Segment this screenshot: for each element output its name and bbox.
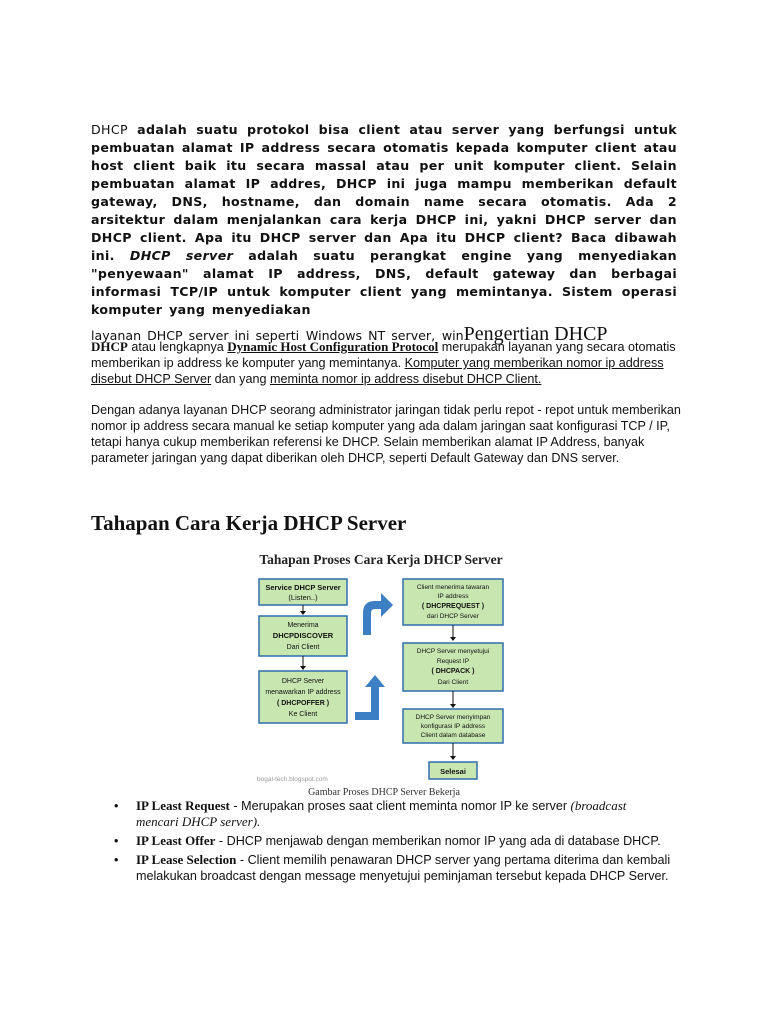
svg-text:DHCPDISCOVER: DHCPDISCOVER [272,631,334,640]
client-definition-link[interactable]: meminta nomor ip address disebut DHCP Client. [270,372,542,386]
intro-block [91,121,677,345]
svg-text:(Listen..): (Listen..) [288,593,318,602]
svg-text:dari DHCP Server: dari DHCP Server [427,613,479,620]
server-definition-link[interactable]: Komputer yang memberikan nomor ip address disebut DHCP Server [91,356,664,386]
section-heading: Tahapan Cara Kerja DHCP Server [91,511,407,535]
box-dhcpdiscover [259,616,347,656]
box-service-listen [259,579,347,605]
bullet-icon: • [114,853,119,867]
definition-paragraph [91,339,691,387]
def-text-2: merupakan layanan yang secara otomatis memberikan ip address ke komputer yang memintanya. [91,340,676,370]
svg-text:Selesai: Selesai [440,767,466,776]
svg-text:Client menerima tawaran: Client menerima tawaran [416,584,490,591]
svg-text:DHCP Server menyimpan: DHCP Server menyimpan [415,714,491,721]
dhcp-term: DHCP [91,339,128,354]
dhcp-server-term: DHCP server [129,248,234,263]
intro-paragraph-1: adalah suatu protokol bisa client atau server yang berfungsi untuk pembuatan alamat IP address secara otomatis kepada komputer client atau host client baik itu secara massal atau per unit komputer client. Selain pembuatan alamat IP addres, DHCP ini juga mampu memberikan default gateway, DNS, hostname, dan domain name secara otomatis. Ada 2 arsitektur dalam menjalankan cara kerja DHCP ini, yakni DHCP server dan DHCP client. Apa itu DHCP server dan Apa itu DHCP client? Baca dibawah ini. [91,122,677,263]
svg-text:menawarkan IP address: menawarkan IP address [265,689,341,696]
intro-last-a: layanan DHCP server ini seperti [91,328,300,343]
box-selesai [429,762,477,779]
list-item: • IP Least Offer - DHCP menjawab dengan memberikan nomor IP yang ada di database DHCP. [114,833,661,848]
svg-text:DHCP Server menyetujui: DHCP Server menyetujui [416,648,490,655]
list-item: • IP Least Request - Merupakan proses saat client meminta nomor IP ke server (broadcast mencari DHCP server). [114,798,627,829]
svg-text:konfigurasi IP address: konfigurasi IP address [420,723,486,730]
intro-last-c: win [441,328,464,343]
list-item: • IP Lease Selection - Client memilih penawaran DHCP server yang pertama diterima dan kembali melakukan broadcast dengan message menyetujui peminjaman tersebut kepada DHCP Server. [114,852,671,883]
intro-paragraph-2: adalah suatu perangkat engine yang menyediakan "penyewaan" alamat IP address, DNS, default gateway dan berbagai informasi TCP/IP untuk komputer client yang memintanya. Sistem operasi komputer yang menyediakan [91,248,677,317]
svg-text:( DHCPOFFER ): ( DHCPOFFER ) [276,700,330,707]
heading-pengertian: Pengertian DHCP [463,323,608,345]
svg-text:Client dalam database: Client dalam database [420,732,486,739]
arrow-up-right-top [363,593,393,635]
svg-text:( DHCPREQUEST ): ( DHCPREQUEST ) [421,603,485,610]
bullet-icon: • [114,834,119,848]
arrow-up-right-bottom [355,675,385,720]
process-step-list [112,798,672,887]
figure-title: Tahapan Proses Cara Kerja DHCP Server [259,552,503,567]
svg-text:Menerima: Menerima [287,622,319,629]
svg-text:DHCP Server: DHCP Server [281,678,325,685]
svg-text:Service DHCP Server: Service DHCP Server [265,583,341,592]
def-text-3: dan yang [214,372,267,386]
dhcp-lead: DHCP [91,122,128,137]
box-dhcprequest [403,579,503,625]
dhcp-full-name-link[interactable]: Dynamic Host Configuration Protocol [227,339,439,354]
box-save-config [403,709,503,743]
figure-watermark: bogal-tech.blogspot.com [257,776,328,783]
box-dhcpack [403,643,503,691]
bullet-icon: • [114,799,119,813]
figure-caption: Gambar Proses DHCP Server Bekerja [308,787,460,798]
svg-text:Dari Client: Dari Client [286,644,320,651]
intro-last-b: Windows NT server, [305,328,436,343]
svg-text:Ke Client: Ke Client [288,711,318,718]
dhcp-process-figure [231,547,537,785]
svg-text:Dari Client: Dari Client [437,679,469,686]
box-dhcpoffer [259,671,347,723]
svg-text:( DHCPACK ): ( DHCPACK ) [431,668,475,675]
admin-paragraph: Dengan adanya layanan DHCP seorang administrator jaringan tidak perlu repot - repot untuk memberikan nomor ip address secara manual ke setiap komputer yang ada dalam jaringan saat konfigurasi TCP / IP, tetapi hanya cukup memberikan referensi ke DHCP. Selain memberikan alamat IP Address, banyak parameter jaringan yang dapat diberikan oleh DHCP, seperti Default Gateway dan DNS server. [91,403,681,465]
svg-text:IP address: IP address [437,593,469,600]
svg-text:Request IP: Request IP [436,658,470,665]
def-text-1: atau lengkapnya [131,340,224,354]
